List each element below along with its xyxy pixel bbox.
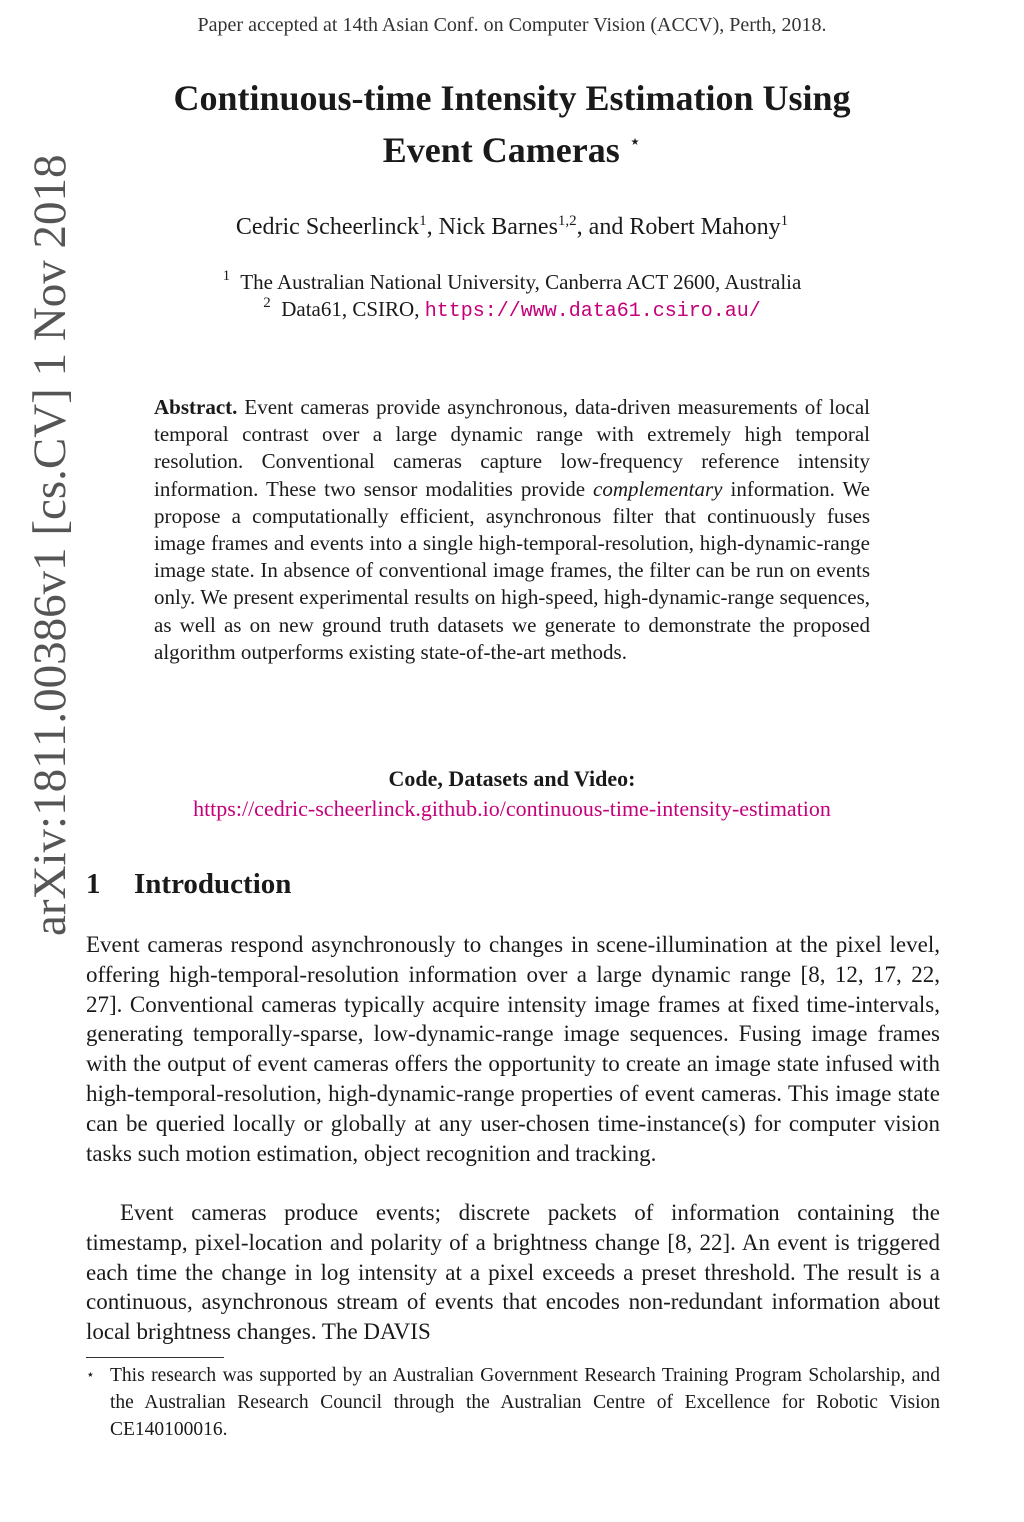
author-3-affil: 1: [780, 213, 789, 229]
arxiv-stamp: arXiv:1811.00386v1 [cs.CV] 1 Nov 2018: [24, 154, 76, 936]
affiliation-1-text: The Australian National University, Canberra ACT 2600, Australia: [240, 270, 802, 294]
data61-link[interactable]: https://www.data61.csiro.au/: [424, 300, 761, 323]
venue-header: Paper accepted at 14th Asian Conf. on Computer Vision (ACCV), Perth, 2018.: [197, 14, 827, 36]
affiliation-1-mark: 1: [222, 268, 231, 284]
author-1-affil: 1: [419, 213, 427, 229]
affiliation-2: [88, 297, 936, 323]
abstract-text-1: Event cameras provide asynchronous, data-driven measurements of local temporal contrast over a large dynamic range with extremely high temporal resolution. Conventional cameras capture low-frequency reference intensity information. These two sensor modalities provide: [154, 395, 870, 501]
abstract: [154, 394, 870, 666]
author-3: Robert Mahony: [629, 214, 781, 240]
affiliation-2-text: Data61, CSIRO,: [281, 297, 425, 321]
title-line-1: Continuous-time Intensity Estimation Using: [173, 78, 851, 118]
body-paragraph-2: Event cameras produce events; discrete packets of information containing the timestamp, pixel-location and polarity of a brightness change [8, 22]. An event is triggered each time the change in log intensity at a pixel exceeds a preset threshold. The result is a continuous, asynchronous stream of events that encodes non-redundant information about local brightness changes. The DAVIS: [86, 1200, 940, 1345]
section-title: Introduction: [134, 868, 292, 900]
footnote-rule: [86, 1357, 224, 1358]
author-list: [88, 214, 936, 241]
author-1: Cedric Scheerlinck: [235, 214, 420, 240]
author-sep-2: , and: [576, 214, 630, 240]
abstract-emphasis: complementary: [593, 476, 723, 501]
paper-title: [88, 76, 936, 172]
author-2-affil: 1,2: [557, 213, 577, 229]
body-paragraph-1: Event cameras respond asynchronously to changes in scene-illumination at the pixel level, offering high-temporal-resolution information over a large dynamic range [8, 12, 17, 22, 27]. Conventional cameras typically acquire intensity image frames at fixed time-intervals, generating temporally-sparse, low-dynamic-range image sequences. Fusing image frames with the output of event cameras offers the opportunity to create an image state infused with high-temporal-resolution, high-dynamic-range properties of event cameras. This image state can be queried locally or globally at any user-chosen time-instance(s) for computer vision tasks such motion estimation, object recognition and tracking.: [86, 932, 940, 1166]
section-heading: [86, 868, 291, 901]
abstract-text-2: information. We propose a computationally efficient, asynchronous filter that continuously fuses image frames and events into a single high-temporal-resolution, high-dynamic-range image state. In absence of conventional image frames, the filter can be run on events only. We present experimental results on high-speed, high-dynamic-range sequences, as well as on new ground truth datasets we generate to demonstrate the proposed algorithm outperforms existing state-of-the-art methods.: [154, 476, 870, 664]
footnote: [86, 1362, 940, 1443]
section-number: 1: [86, 868, 101, 900]
footnote-text: This research was supported by an Australian Government Research Training Program Scholarship, and the Australian Research Council through the Australian Centre of Excellence for Robotic Vision CE140100016.: [110, 1365, 940, 1440]
author-2: Nick Barnes: [438, 214, 558, 240]
code-heading: Code, Datasets and Video:: [388, 766, 636, 791]
title-footnote-mark[interactable]: ⋆: [628, 131, 642, 153]
abstract-label: Abstract.: [154, 395, 238, 419]
affiliation-1: [88, 270, 936, 295]
affiliation-2-mark: 2: [263, 295, 271, 311]
footnote-mark: ⋆: [86, 1368, 95, 1383]
title-line-2-text: Event Cameras: [382, 130, 620, 170]
project-link[interactable]: https://cedric-scheerlinck.github.io/continuous-time-intensity-estimation: [193, 796, 831, 821]
title-line-2: [88, 120, 936, 172]
author-sep-1: ,: [426, 214, 439, 240]
